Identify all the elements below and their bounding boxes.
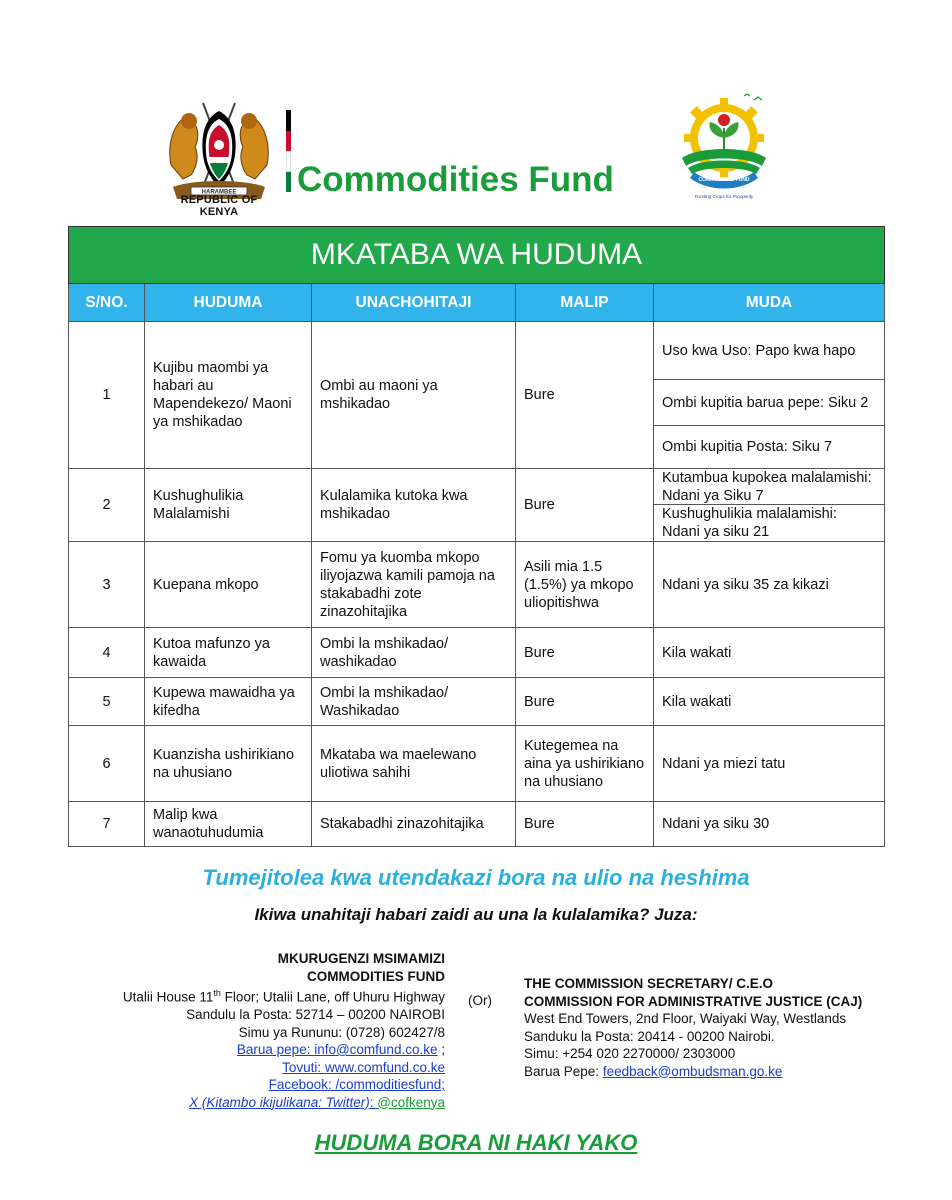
- cell-muda: Kila wakati: [654, 678, 885, 726]
- cell-malip: Bure: [516, 469, 654, 542]
- cell-unachohitaji: Mkataba wa maelewano uliotiwa sahihi: [312, 726, 516, 802]
- service-charter-table: [68, 226, 885, 847]
- cell-huduma: Kuepana mkopo: [145, 542, 312, 628]
- contact-email-line: Barua pepe: info@comfund.co.ke ;: [236, 1042, 445, 1057]
- cell-unachohitaji: Ombi la mshikadao/ washikadao: [312, 628, 516, 678]
- cell-malip: Asili mia 1.5 (1.5%) ya mkopo uliopitishwa: [516, 542, 654, 628]
- cell-sno: 7: [69, 802, 145, 847]
- contact-web-line: Tovuti: www.comfund.co.ke: [282, 1059, 445, 1075]
- muda-entry: Ombi kupitia Posta: Siku 7: [662, 439, 833, 455]
- cell-unachohitaji: Ombi au maoni ya mshikadao: [312, 322, 516, 469]
- contact-postal: Sandulu la Posta: 52714 – 00200 NAIROBI: [186, 1007, 445, 1022]
- cell-muda: Ndani ya siku 35 za kikazi: [654, 542, 885, 628]
- cell-muda: Ndani ya siku 30: [654, 802, 885, 847]
- muda-entry: Ombi kupitia barua pepe: Siku 2: [654, 380, 884, 426]
- cell-unachohitaji: Ombi la mshikadao/ Washikadao: [312, 678, 516, 726]
- muda-entry: Kushughulikia malalamishi: Ndani ya siku 21: [662, 506, 837, 540]
- cell-unachohitaji: Stakabadhi zinazohitajika: [312, 802, 516, 847]
- contact-org: COMMODITIES FUND: [307, 968, 445, 984]
- cell-malip: Kutegemea na aina ya ushirikiano na uhusiano: [516, 726, 654, 802]
- table-row: [69, 542, 885, 628]
- brand-title: Commodities Fund: [297, 160, 614, 199]
- table-row: [69, 469, 885, 542]
- cell-muda: Ndani ya miezi tatu: [654, 726, 885, 802]
- caj-address: West End Towers, 2nd Floor, Waiyaki Way, Westlands: [524, 1011, 847, 1026]
- table-row: [69, 678, 885, 726]
- cell-sno: 4: [69, 628, 145, 678]
- cell-malip: Bure: [516, 678, 654, 726]
- contact-phone: Simu ya Rununu: (0728) 602427/8: [238, 1024, 445, 1040]
- cell-sno: 1: [69, 322, 145, 469]
- table-row: [69, 628, 885, 678]
- facebook-link[interactable]: Facebook: /commoditiesfund;: [268, 1077, 445, 1092]
- cell-unachohitaji: Fomu ya kuomba mkopo iliyojazwa kamili pamoja na stakabadhi zote zinazohitajika: [312, 542, 516, 628]
- cell-sno: 2: [69, 469, 145, 542]
- website-link[interactable]: www.comfund.co.ke: [324, 1059, 445, 1075]
- contact-prompt: Ikiwa unahitaji habari zaidi au una la kulalamika? Juza:: [254, 905, 698, 924]
- col-header-muda: MUDA: [654, 284, 885, 322]
- or-separator: (Or): [468, 993, 492, 1008]
- cell-malip: Bure: [516, 322, 654, 469]
- cell-huduma: Kuanzisha ushirikiano na uhusiano: [145, 726, 312, 802]
- caj-title: THE COMMISSION SECRETARY/ C.E.O: [524, 976, 774, 991]
- coat-caption: REPUBLIC OF KENYA: [180, 194, 258, 218]
- col-header-sno: S/NO.: [69, 284, 145, 322]
- cell-muda: [654, 322, 885, 469]
- contact-address: Utalii House 11th Floor; Utalii Lane, off Uhuru Highway: [122, 988, 445, 1005]
- contact-title: MKURUGENZI MSIMAMIZI: [277, 951, 445, 966]
- col-header-malip: MALIP: [516, 284, 654, 322]
- x-handle-link[interactable]: @cofkenya: [377, 1094, 445, 1110]
- caj-phone: Simu: +254 020 2270000/ 2303000: [524, 1046, 736, 1061]
- caj-email-line: Barua Pepe: feedback@ombudsman.go.ke: [524, 1063, 783, 1079]
- cell-huduma: Kushughulikia Malalamishi: [145, 469, 312, 542]
- muda-entry: Kutambua kupokea malalamishi: Ndani ya Siku 7: [654, 469, 884, 505]
- cell-huduma: Kupewa mawaidha ya kifedha: [145, 678, 312, 726]
- caj-org: COMMISSION FOR ADMINISTRATIVE JUSTICE (CAJ): [524, 993, 863, 1009]
- commodities-fund-logo: [668, 92, 780, 204]
- coat-of-arms-logo: [163, 95, 275, 207]
- flag-stripe: [286, 110, 291, 192]
- cell-huduma: Malip kwa wanaotuhudumia: [145, 802, 312, 847]
- cell-sno: 6: [69, 726, 145, 802]
- slogan: HUDUMA BORA NI HAKI YAKO: [314, 1130, 638, 1155]
- cell-huduma: Kutoa mafunzo ya kawaida: [145, 628, 312, 678]
- logo-tagline: Funding Crops for Prosperity: [694, 194, 754, 199]
- cell-muda: Kila wakati: [654, 628, 885, 678]
- cell-malip: Bure: [516, 628, 654, 678]
- col-header-unachohitaji: UNACHOHITAJI: [312, 284, 516, 322]
- logo-ring-text: COMMODITIES FUND: [698, 177, 750, 183]
- muda-entry: Uso kwa Uso: Papo kwa hapo: [654, 322, 884, 380]
- caj-postal: Sanduku la Posta: 20414 - 00200 Nairobi.: [524, 1028, 775, 1044]
- caj-email-link[interactable]: feedback@ombudsman.go.ke: [602, 1063, 783, 1079]
- comfund-contact-block: [65, 950, 445, 1111]
- contact-x-line: X (Kitambo ikijulikana: Twitter): @cofkenya: [189, 1094, 445, 1110]
- cell-malip: Bure: [516, 802, 654, 847]
- tagline: Tumejitolea kwa utendakazi bora na ulio na heshima: [202, 865, 750, 890]
- cell-unachohitaji: Kulalamika kutoka kwa mshikadao: [312, 469, 516, 542]
- caj-contact-block: [524, 975, 944, 1080]
- cell-sno: 3: [69, 542, 145, 628]
- table-title: MKATABA WA HUDUMA: [69, 227, 885, 284]
- cell-sno: 5: [69, 678, 145, 726]
- contact-facebook-line: [65, 1076, 445, 1094]
- table-row: [69, 322, 885, 469]
- table-row: [69, 726, 885, 802]
- cell-huduma: Kujibu maombi ya habari au Mapendekezo/ Maoni ya mshikadao: [145, 322, 312, 469]
- coat-motto: HARAMBEE: [201, 189, 237, 196]
- table-row: [69, 802, 885, 847]
- email-link[interactable]: info@comfund.co.ke: [314, 1042, 438, 1057]
- cell-muda: [654, 469, 885, 542]
- col-header-huduma: HUDUMA: [145, 284, 312, 322]
